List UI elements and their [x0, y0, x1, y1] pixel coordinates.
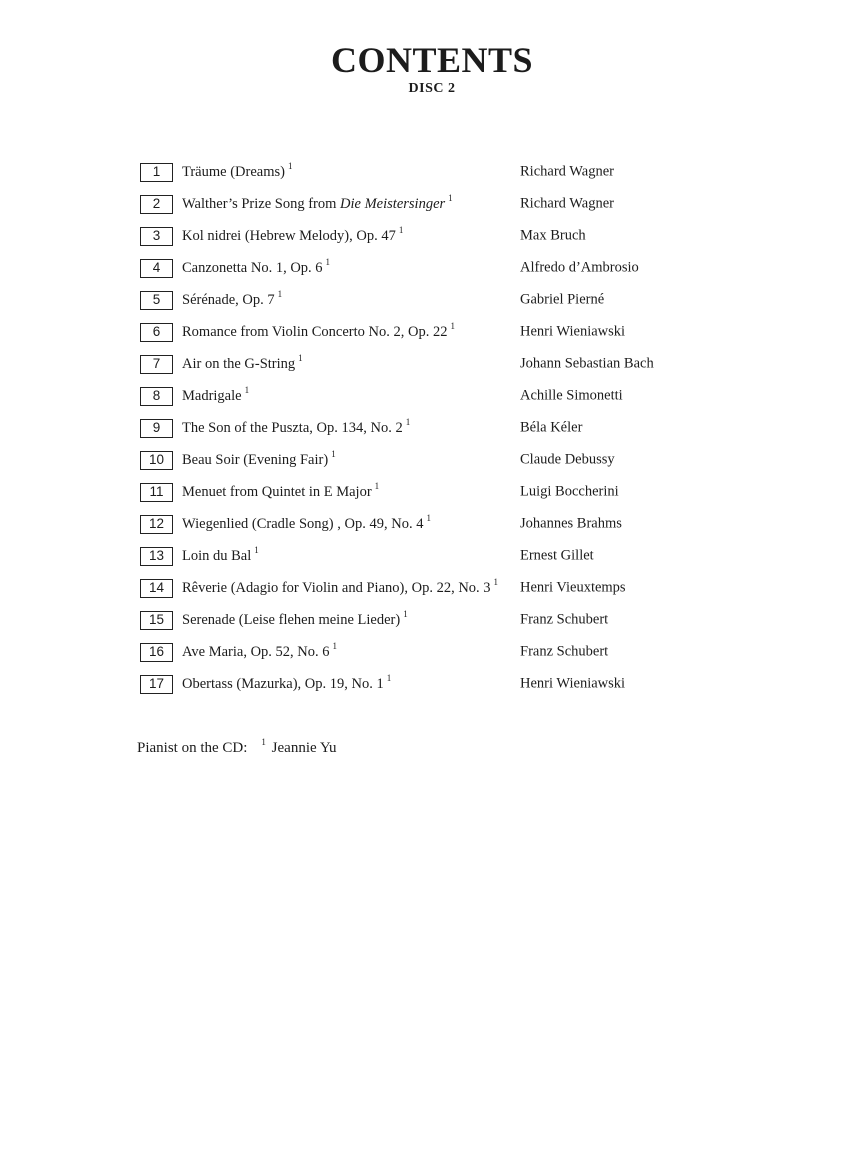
track-row: [140, 604, 834, 636]
track-row: [140, 156, 834, 188]
footnote-marker: 1: [374, 480, 380, 491]
footnote-marker: 1: [448, 192, 453, 203]
track-title-segment: Walther’s Prize Song from: [182, 195, 341, 212]
footnote-marker: 1: [386, 672, 392, 683]
track-title: [182, 416, 411, 437]
track-row: [140, 412, 834, 444]
track-title: [182, 288, 283, 309]
footnote-marker: 1: [405, 416, 411, 427]
composer-name: Claude Debussy: [520, 451, 615, 468]
track-number-box: 4: [140, 259, 173, 278]
composer-name: Henri Wieniawski: [520, 323, 626, 340]
track-title: [182, 352, 303, 373]
track-title: [182, 320, 455, 341]
composer-name: Max Bruch: [520, 227, 586, 244]
pianist-note: [137, 737, 337, 757]
track-row: [140, 188, 834, 220]
track-row: [140, 348, 834, 380]
footnote-marker: 1: [298, 352, 303, 363]
track-title: [182, 640, 338, 661]
track-title: [182, 384, 250, 405]
track-row: [140, 508, 834, 540]
track-title: [182, 512, 431, 533]
track-row: [140, 668, 834, 700]
track-title: [182, 224, 404, 245]
track-number-box: 5: [140, 291, 173, 310]
track-number-box: 12: [140, 515, 173, 534]
track-title-segment: Sérénade, Op. 7: [182, 291, 275, 308]
track-number-box: 13: [140, 547, 173, 566]
track-title: [182, 544, 259, 565]
footnote-marker: 1: [277, 288, 283, 299]
composer-name: Franz Schubert: [520, 611, 609, 628]
footnote-marker: 1: [261, 737, 266, 747]
track-title: [182, 256, 331, 277]
disc-subtitle: DISC 2: [408, 81, 456, 96]
track-title-segment: The Son of the Puszta, Op. 134, No. 2: [182, 419, 403, 436]
footnote-marker: 1: [254, 544, 259, 555]
track-row: [140, 220, 834, 252]
composer-name: Richard Wagner: [520, 195, 614, 212]
track-number-box: 6: [140, 323, 173, 342]
track-title: [182, 192, 453, 213]
track-title: [182, 160, 293, 181]
track-title-segment: Romance from Violin Concerto No. 2, Op. 22: [182, 323, 448, 340]
track-title-segment: Loin du Bal: [182, 547, 252, 564]
track-title: [182, 608, 408, 629]
page-title: CONTENTS: [330, 40, 534, 80]
track-title: [182, 448, 336, 469]
track-number-box: 16: [140, 643, 173, 662]
composer-name: Alfredo d’Ambrosio: [520, 259, 639, 276]
pianist-note-label: Pianist on the CD:: [137, 740, 248, 756]
track-number-box: 10: [140, 451, 173, 470]
track-title-segment: Menuet from Quintet in E Major: [182, 483, 372, 500]
track-row: [140, 252, 834, 284]
track-number-box: 11: [140, 483, 173, 502]
composer-name: Johannes Brahms: [520, 515, 622, 532]
composer-name: Ernest Gillet: [520, 547, 594, 564]
composer-name: Gabriel Pierné: [520, 291, 605, 308]
track-number-box: 7: [140, 355, 173, 374]
track-number-box: 15: [140, 611, 173, 630]
track-list: [140, 156, 834, 700]
footnote-marker: 1: [426, 512, 431, 523]
footnote-marker: 1: [403, 608, 408, 619]
track-number-box: 14: [140, 579, 173, 598]
track-title-segment: Träume (Dreams): [182, 163, 285, 180]
track-row: [140, 476, 834, 508]
composer-name: Franz Schubert: [520, 643, 609, 660]
track-title-segment: Beau Soir (Evening Fair): [182, 451, 329, 468]
track-row: [140, 572, 834, 604]
footnote-marker: 1: [450, 320, 455, 331]
track-title-segment: Canzonetta No. 1, Op. 6: [182, 259, 323, 276]
track-number-box: 2: [140, 195, 173, 214]
composer-name: Luigi Boccherini: [520, 483, 619, 500]
track-row: [140, 316, 834, 348]
pianist-name: Jeannie Yu: [271, 740, 337, 756]
track-number-box: 8: [140, 387, 173, 406]
track-title-segment: Ave Maria, Op. 52, No. 6: [182, 643, 330, 660]
footnote-marker: 1: [325, 256, 331, 267]
track-row: [140, 380, 834, 412]
footnote-marker: 1: [493, 576, 499, 587]
track-title-segment: Obertass (Mazurka), Op. 19, No. 1: [182, 675, 384, 692]
track-title-segment: Air on the G-String: [182, 355, 296, 372]
track-number-box: 1: [140, 163, 173, 182]
footnote-marker: 1: [398, 224, 404, 235]
footnote-marker: 1: [244, 384, 250, 395]
composer-name: Richard Wagner: [520, 163, 614, 180]
composer-name: Achille Simonetti: [520, 387, 623, 404]
composer-name: Johann Sebastian Bach: [520, 355, 654, 372]
track-title-segment: Rêverie (Adagio for Violin and Piano), Op. 22, No. 3: [182, 579, 491, 596]
footnote-marker: 1: [287, 160, 293, 171]
track-title-italic-segment: Die Meistersinger: [340, 195, 446, 212]
track-row: [140, 284, 834, 316]
footnote-marker: 1: [331, 448, 336, 459]
track-title: [182, 576, 499, 597]
track-title-segment: Kol nidrei (Hebrew Melody), Op. 47: [182, 227, 396, 244]
track-row: [140, 636, 834, 668]
title-block: [0, 42, 864, 97]
composer-name: Henri Vieuxtemps: [520, 579, 626, 596]
composer-name: Béla Kéler: [520, 419, 583, 436]
track-title: [182, 672, 392, 693]
track-number-box: 3: [140, 227, 173, 246]
track-title-segment: Wiegenlied (Cradle Song) , Op. 49, No. 4: [182, 515, 424, 532]
track-row: [140, 444, 834, 476]
track-title-segment: Madrigale: [182, 387, 242, 404]
footnote-marker: 1: [332, 640, 338, 651]
composer-name: Henri Wieniawski: [520, 675, 626, 692]
track-title: [182, 480, 380, 501]
track-title-segment: Serenade (Leise flehen meine Lieder): [182, 611, 401, 628]
track-row: [140, 540, 834, 572]
track-number-box: 17: [140, 675, 173, 694]
track-number-box: 9: [140, 419, 173, 438]
